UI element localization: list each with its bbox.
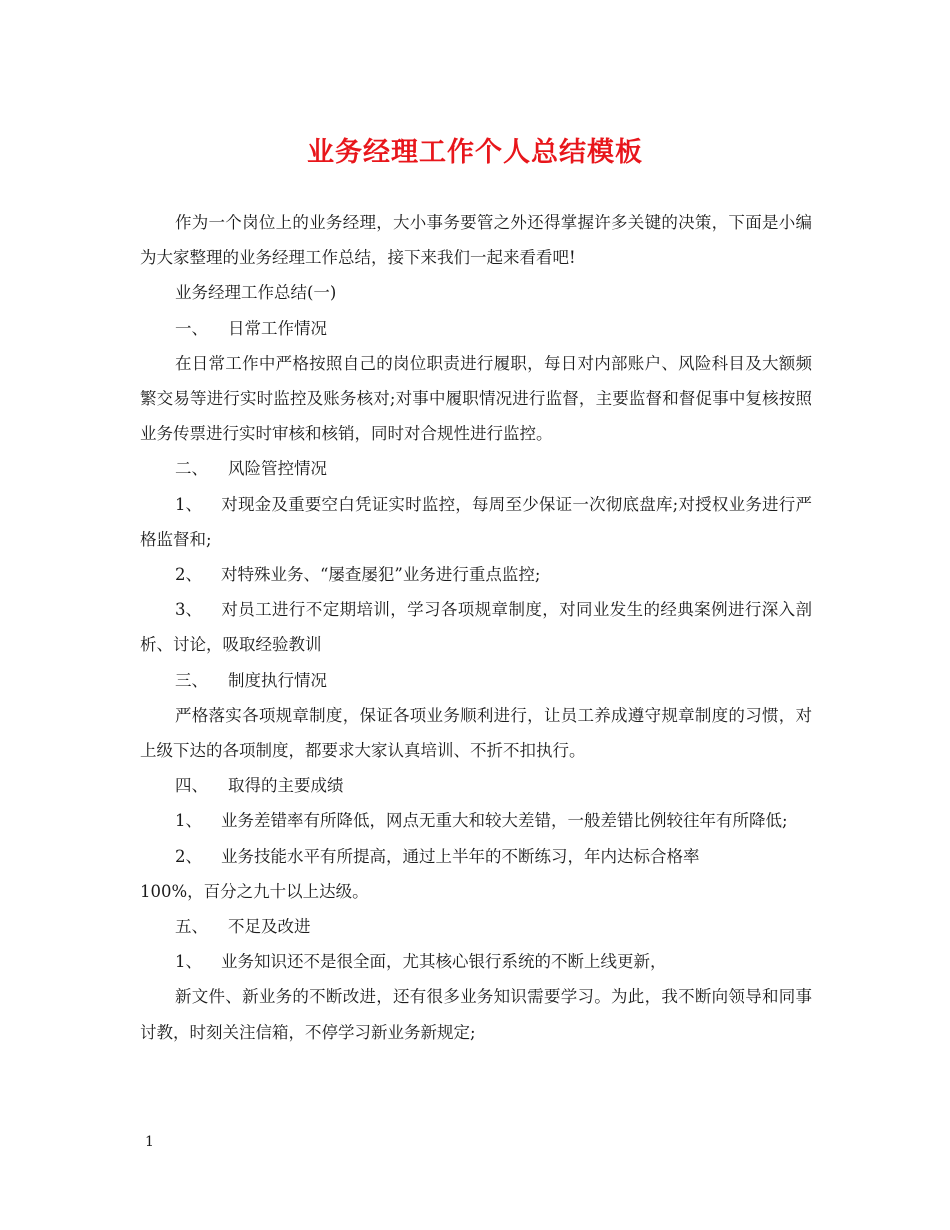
section-3-heading bbox=[140, 663, 812, 698]
section-1-heading-text: 日常工作情况 bbox=[228, 318, 327, 338]
item-number: 1、 bbox=[175, 811, 202, 831]
section-1-heading bbox=[140, 311, 812, 346]
section-4-item-2-continuation: 100%，百分之九十以上达级。 bbox=[140, 881, 369, 901]
item-text: 对员工进行不定期培训，学习各项规章制度，对同业发生的经典案例进行深入剖析、讨论，吸取经验教训 bbox=[140, 600, 812, 655]
section-4-heading bbox=[140, 768, 812, 803]
section-3-paragraph: 严格落实各项规章制度，保证各项业务顺利进行，让员工养成遵守规章制度的习惯，对上级下达的各项制度，都要求大家认真培训、不折不扣执行。 bbox=[140, 705, 812, 761]
section-4-item-1 bbox=[140, 803, 812, 838]
item-number: 2、 bbox=[175, 846, 202, 866]
section-4-number: 四、 bbox=[175, 776, 208, 796]
section-5-heading bbox=[140, 909, 812, 944]
item-number: 1、 bbox=[175, 494, 202, 514]
intro-paragraph: 作为一个岗位上的业务经理，大小事务要管之外还得掌握许多关键的决策，下面是小编为大家整理的业务经理工作总结，接下来我们一起来看看吧! bbox=[140, 213, 812, 268]
item-text: 对特殊业务、“屡查屡犯”业务进行重点监控; bbox=[221, 565, 541, 585]
item-number: 2、 bbox=[175, 565, 202, 585]
section-3-heading-text: 制度执行情况 bbox=[228, 670, 327, 690]
item-number: 1、 bbox=[175, 952, 202, 972]
section-5-paragraph: 新文件、新业务的不断改进，还有很多业务知识需要学习。为此，我不断向领导和同事讨教，时刻关注信箱，不停学习新业务新规定; bbox=[140, 987, 812, 1042]
section-2-item-1 bbox=[140, 487, 812, 557]
section-3-number: 三、 bbox=[175, 670, 208, 690]
document-body bbox=[140, 205, 812, 1050]
summary-subtitle: 业务经理工作总结(一) bbox=[175, 283, 337, 303]
section-4-heading-text: 取得的主要成绩 bbox=[228, 776, 344, 796]
section-1-paragraph: 在日常工作中严格按照自己的岗位职责进行履职，每日对内部账户、风险科目及大额频繁交易等进行实时监控及账务核对;对事中履职情况进行监督，主要监督和督促事中复核按照业务传票进行实时审核和核销，同时对合规性进行监控。 bbox=[140, 353, 812, 444]
section-2-number: 二、 bbox=[175, 459, 208, 479]
document-title: 业务经理工作个人总结模板 bbox=[307, 137, 643, 168]
section-5-heading-text: 不足及改进 bbox=[228, 917, 311, 937]
item-text: 业务技能水平有所提高，通过上半年的不断练习，年内达标合格率 bbox=[221, 846, 700, 866]
item-text: 业务差错率有所降低，网点无重大和较大差错，一般差错比例较往年有所降低; bbox=[221, 811, 788, 831]
page-number: 1 bbox=[145, 1134, 154, 1150]
section-2-heading-text: 风险管控情况 bbox=[228, 459, 327, 479]
section-2-item-2 bbox=[140, 557, 812, 592]
section-1-number: 一、 bbox=[175, 318, 208, 338]
section-2-item-3 bbox=[140, 592, 812, 662]
item-number: 3、 bbox=[175, 600, 202, 620]
item-text: 业务知识还不是很全面，尤其核心银行系统的不断上线更新， bbox=[221, 952, 667, 972]
item-text: 对现金及重要空白凭证实时监控，每周至少保证一次彻底盘库;对授权业务进行严格监督和; bbox=[140, 494, 812, 549]
section-5-item-1 bbox=[140, 944, 812, 979]
section-2-heading bbox=[140, 451, 812, 486]
section-5-number: 五、 bbox=[175, 917, 208, 937]
section-4-item-2 bbox=[140, 839, 812, 874]
